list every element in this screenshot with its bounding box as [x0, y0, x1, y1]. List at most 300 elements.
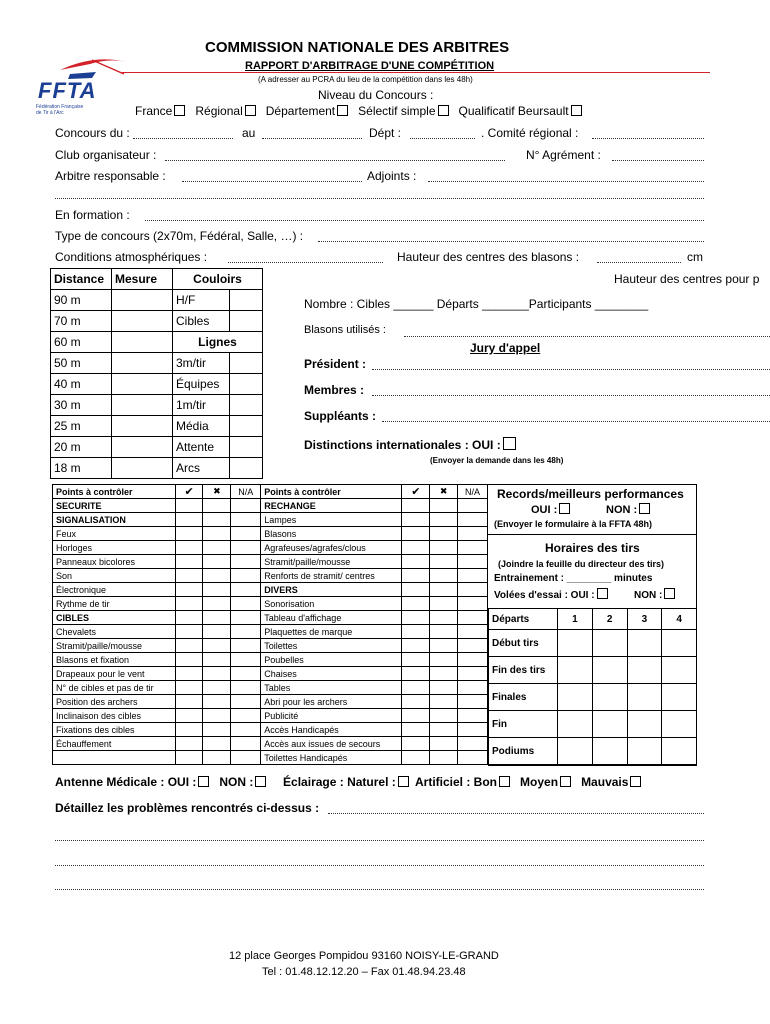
check-icon: ✔ [402, 485, 430, 499]
checklist-checkbox-cell[interactable] [231, 751, 261, 765]
checklist-checkbox-cell[interactable] [458, 723, 488, 737]
couloirs-value[interactable] [229, 290, 262, 311]
horaire-cell[interactable] [662, 711, 697, 738]
logo-subtitle-1: Fédération Française [36, 104, 84, 110]
checklist-checkbox-cell[interactable] [458, 667, 488, 681]
checkbox-icon[interactable] [255, 776, 266, 787]
checklist-checkbox-cell[interactable] [203, 723, 231, 737]
checklist-checkbox-cell[interactable] [175, 597, 203, 611]
horaire-cell[interactable] [558, 657, 593, 684]
checklist-checkbox-cell[interactable] [203, 653, 231, 667]
checklist-checkbox-cell[interactable] [402, 541, 430, 555]
horaire-cell[interactable] [558, 738, 593, 765]
suppleants-label: Suppléants : [304, 409, 377, 423]
adjoints-field[interactable] [428, 171, 704, 182]
checklist-checkbox-cell[interactable] [430, 709, 458, 723]
checklist-row [53, 541, 488, 555]
checklist-checkbox-cell[interactable] [430, 723, 458, 737]
checklist-checkbox-cell[interactable] [203, 555, 231, 569]
president-label: Président : [304, 357, 367, 371]
checklist-checkbox-cell[interactable] [430, 499, 458, 513]
lignes-value[interactable] [229, 416, 262, 437]
checklist-item-label: Accès aux issues de secours [261, 737, 402, 751]
problemes-line-4[interactable] [55, 879, 704, 890]
checklist-checkbox-cell[interactable] [175, 751, 203, 765]
checkbox-icon[interactable] [398, 776, 409, 787]
horaire-cell[interactable] [558, 711, 593, 738]
checklist-checkbox-cell[interactable] [231, 527, 261, 541]
checkbox-icon[interactable] [198, 776, 209, 787]
arbitre-field[interactable] [182, 171, 362, 182]
checkbox-icon[interactable] [503, 437, 516, 450]
conditions-field[interactable] [228, 252, 383, 263]
checklist-item-label: Publicité [261, 709, 402, 723]
distance-cell: 18 m [51, 458, 112, 479]
checklist-checkbox-cell[interactable] [458, 569, 488, 583]
horaire-row-label: Fin des tirs [489, 657, 558, 684]
blasons-label: Blasons utilisés : [304, 324, 386, 336]
checklist-checkbox-cell[interactable] [175, 681, 203, 695]
checklist-checkbox-cell[interactable] [402, 569, 430, 583]
horaire-cell[interactable] [627, 711, 662, 738]
mesure-cell[interactable] [112, 437, 173, 458]
checklist-checkbox-cell[interactable] [458, 681, 488, 695]
hauteur-label: Hauteur des centres des blasons : [397, 250, 580, 264]
checklist-checkbox-cell[interactable] [402, 737, 430, 751]
checklist-item-label: Sonorisation [261, 597, 402, 611]
checklist-row [53, 513, 488, 527]
horaire-cell[interactable] [592, 630, 627, 657]
checklist-item-label: Horloges [53, 541, 176, 555]
checklist-checkbox-cell[interactable] [231, 583, 261, 597]
checklist-checkbox-cell[interactable] [458, 499, 488, 513]
hauteur-field[interactable] [597, 252, 681, 263]
horaire-cell[interactable] [558, 684, 593, 711]
niveau-option-france[interactable]: France [135, 104, 185, 118]
checklist-item-label [53, 751, 176, 765]
checklist-checkbox-cell[interactable] [430, 737, 458, 751]
horaire-cell[interactable] [592, 711, 627, 738]
distance-cell: 60 m [51, 332, 112, 353]
checklist-checkbox-cell[interactable] [458, 653, 488, 667]
checklist-checkbox-cell[interactable] [402, 625, 430, 639]
mesure-cell[interactable] [112, 374, 173, 395]
blasons-field[interactable] [404, 326, 770, 337]
horaire-cell[interactable] [662, 684, 697, 711]
checklist-checkbox-cell[interactable] [175, 667, 203, 681]
records-oui: OUI : [531, 503, 570, 516]
checklist-checkbox-cell[interactable] [402, 527, 430, 541]
type-field[interactable] [318, 231, 704, 242]
checklist-checkbox-cell[interactable] [203, 597, 231, 611]
formation-field[interactable] [145, 210, 704, 221]
checklist-row [53, 625, 488, 639]
horaire-cell[interactable] [592, 657, 627, 684]
checklist-checkbox-cell[interactable] [203, 625, 231, 639]
na-header: N/A [458, 485, 488, 499]
bottom-options: Antenne Médicale : OUI : NON : Éclairage : Naturel : Artificiel : Bon Moyen Mauvais [55, 775, 641, 789]
checklist-checkbox-cell[interactable] [430, 513, 458, 527]
checklist-checkbox-cell[interactable] [231, 541, 261, 555]
cross-icon: ✖ [203, 485, 231, 499]
checklist-item-label: Électronique [53, 583, 176, 597]
checklist-row [53, 709, 488, 723]
checklist-checkbox-cell[interactable] [430, 555, 458, 569]
footer-address: 12 place Georges Pompidou 93160 NOISY-LE-GRAND [229, 950, 499, 962]
checklist-checkbox-cell[interactable] [402, 611, 430, 625]
lignes-header: Lignes [173, 332, 263, 353]
checklist-checkbox-cell[interactable] [231, 555, 261, 569]
checklist-checkbox-cell[interactable] [203, 541, 231, 555]
dept-label: Dépt : [369, 126, 402, 140]
checklist-item-label: CIBLES [53, 611, 176, 625]
checklist-row [53, 751, 488, 765]
checklist-row [53, 555, 488, 569]
nombre-line: Nombre : Cibles ______ Départs _______Participants ________ [304, 297, 649, 311]
checkbox-icon[interactable] [560, 776, 571, 787]
problemes-field[interactable] [328, 803, 704, 814]
checklist-item-label: Feux [53, 527, 176, 541]
horaire-row-label: Finales [489, 684, 558, 711]
checklist-checkbox-cell[interactable] [402, 513, 430, 527]
checklist-checkbox-cell[interactable] [458, 527, 488, 541]
membres-field[interactable] [372, 385, 770, 396]
couloirs-header: Couloirs [173, 269, 263, 290]
checklist-checkbox-cell[interactable] [458, 555, 488, 569]
checklist-checkbox-cell[interactable] [430, 583, 458, 597]
checklist-checkbox-cell[interactable] [175, 737, 203, 751]
checklist-checkbox-cell[interactable] [458, 709, 488, 723]
entrainement-line: Entrainement : ________ minutes [494, 573, 653, 584]
horaire-row-label: Fin [489, 711, 558, 738]
horaire-cell[interactable] [662, 738, 697, 765]
volees-oui: Volées d'essai : OUI : [494, 588, 608, 601]
checklist-checkbox-cell[interactable] [458, 611, 488, 625]
dept-field[interactable] [410, 128, 475, 139]
checklist-checkbox-cell[interactable] [231, 569, 261, 583]
horaire-row-label: Podiums [489, 738, 558, 765]
checkbox-icon[interactable] [630, 776, 641, 787]
cm-label: cm [687, 250, 703, 264]
checklist-checkbox-cell[interactable] [231, 597, 261, 611]
au-field[interactable] [262, 128, 362, 139]
subtitle-rule [120, 72, 710, 73]
checklist-item-label: SECURITE [53, 499, 176, 513]
checklist-checkbox-cell[interactable] [175, 695, 203, 709]
mesure-cell[interactable] [112, 395, 173, 416]
horaire-cell[interactable] [627, 657, 662, 684]
lignes-cell: Attente [173, 437, 230, 458]
cross-icon: ✖ [430, 485, 458, 499]
horaire-cell[interactable] [592, 684, 627, 711]
distinctions-label: Distinctions internationales : OUI : [304, 437, 516, 452]
lignes-cell: Équipes [173, 374, 230, 395]
departs-header: Départs [489, 609, 558, 630]
ffta-logo [32, 52, 127, 120]
horaire-cell[interactable] [662, 657, 697, 684]
checklist-checkbox-cell[interactable] [402, 709, 430, 723]
club-label: Club organisateur : [55, 148, 157, 162]
agrement-label: N° Agrément : [526, 148, 601, 162]
checklist-checkbox-cell[interactable] [203, 681, 231, 695]
niveau-option-regional[interactable]: Régional [195, 104, 255, 118]
depart-4-header: 4 [662, 609, 697, 630]
lignes-value[interactable] [229, 458, 262, 479]
checklist-item-label: Échauffement [53, 737, 176, 751]
distance-cell: 30 m [51, 395, 112, 416]
checklist-checkbox-cell[interactable] [203, 611, 231, 625]
distance-cell: 90 m [51, 290, 112, 311]
checklist-checkbox-cell[interactable] [402, 639, 430, 653]
checklist-checkbox-cell[interactable] [430, 541, 458, 555]
checklist-checkbox-cell[interactable] [430, 625, 458, 639]
checklist-item-label: Drapeaux pour le vent [53, 667, 176, 681]
checklist-item-label: Lampes [261, 513, 402, 527]
checklist-row [53, 583, 488, 597]
checklist-checkbox-cell[interactable] [402, 499, 430, 513]
checklist-item-label: Abri pour les archers [261, 695, 402, 709]
checkbox-icon[interactable] [639, 503, 650, 514]
checklist-checkbox-cell[interactable] [430, 569, 458, 583]
checklist-checkbox-cell[interactable] [231, 653, 261, 667]
checklist-row [53, 681, 488, 695]
checkbox-icon[interactable] [438, 105, 449, 116]
checklist-checkbox-cell[interactable] [175, 527, 203, 541]
mesure-header: Mesure [112, 269, 173, 290]
checklist-checkbox-cell[interactable] [458, 513, 488, 527]
checklist-body [53, 499, 488, 765]
adjoints-label: Adjoints : [367, 169, 417, 183]
logo-subtitle-2: de Tir à l'Arc [36, 110, 64, 116]
couloirs-cell: Cibles [173, 311, 230, 332]
checklist-checkbox-cell[interactable] [430, 681, 458, 695]
checklist-checkbox-cell[interactable] [430, 597, 458, 611]
checklist-item-label: Blasons et fixation [53, 653, 176, 667]
checklist-checkbox-cell[interactable] [175, 569, 203, 583]
checklist-checkbox-cell[interactable] [458, 583, 488, 597]
checklist-checkbox-cell[interactable] [203, 667, 231, 681]
checklist-checkbox-cell[interactable] [402, 723, 430, 737]
checklist-checkbox-cell[interactable] [203, 737, 231, 751]
checklist-checkbox-cell[interactable] [231, 695, 261, 709]
concours-du-field[interactable] [133, 128, 233, 139]
checklist-checkbox-cell[interactable] [175, 639, 203, 653]
checklist-checkbox-cell[interactable] [458, 751, 488, 765]
checklist-checkbox-cell[interactable] [231, 681, 261, 695]
formation-label: En formation : [55, 208, 130, 222]
lignes-value[interactable] [229, 353, 262, 374]
mesure-cell[interactable] [112, 311, 173, 332]
checklist-checkbox-cell[interactable] [402, 555, 430, 569]
lignes-value[interactable] [229, 374, 262, 395]
niveau-option-beursault[interactable]: Qualificatif Beursault [459, 104, 582, 118]
mesure-cell[interactable] [112, 332, 173, 353]
checklist-checkbox-cell[interactable] [430, 695, 458, 709]
president-field[interactable] [372, 359, 770, 370]
checklist-item-label: Toilettes [261, 639, 402, 653]
checklist-checkbox-cell[interactable] [203, 527, 231, 541]
checkbox-icon[interactable] [174, 105, 185, 116]
depart-1-header: 1 [558, 609, 593, 630]
horaire-cell[interactable] [558, 630, 593, 657]
checklist-item-label: Blasons [261, 527, 402, 541]
checklist-checkbox-cell[interactable] [175, 709, 203, 723]
checklist-checkbox-cell[interactable] [203, 583, 231, 597]
jury-title: Jury d'appel [470, 341, 541, 355]
checklist-checkbox-cell[interactable] [458, 625, 488, 639]
horaire-row-label: Début tirs [489, 630, 558, 657]
checklist-checkbox-cell[interactable] [402, 751, 430, 765]
checklist-checkbox-cell[interactable] [203, 639, 231, 653]
checkbox-icon[interactable] [499, 776, 510, 787]
mesure-cell[interactable] [112, 353, 173, 374]
horaires-table [488, 608, 697, 765]
comite-field[interactable] [592, 128, 704, 139]
horaire-cell[interactable] [627, 684, 662, 711]
records-note: (Envoyer le formulaire à la FFTA 48h) [494, 519, 653, 529]
problemes-line-2[interactable] [55, 830, 704, 841]
checkbox-icon[interactable] [571, 105, 582, 116]
problemes-label: Détaillez les problèmes rencontrés ci-dessus : [55, 801, 320, 815]
checklist-checkbox-cell[interactable] [430, 751, 458, 765]
checkbox-icon[interactable] [245, 105, 256, 116]
checklist-checkbox-cell[interactable] [175, 499, 203, 513]
au-label: au [242, 126, 256, 140]
mesure-cell[interactable] [112, 416, 173, 437]
checklist-checkbox-cell[interactable] [231, 625, 261, 639]
checklist-checkbox-cell[interactable] [402, 597, 430, 611]
distance-cell: 70 m [51, 311, 112, 332]
checklist-checkbox-cell[interactable] [203, 695, 231, 709]
couloirs-value[interactable] [229, 311, 262, 332]
checklist-checkbox-cell[interactable] [430, 527, 458, 541]
distance-table [50, 268, 263, 479]
checklist-checkbox-cell[interactable] [203, 569, 231, 583]
checklist-checkbox-cell[interactable] [175, 653, 203, 667]
page-title: COMMISSION NATIONALE DES ARBITRES [205, 39, 510, 56]
checklist-checkbox-cell[interactable] [458, 695, 488, 709]
checklist-item-label: Chevalets [53, 625, 176, 639]
distance-header: Distance [51, 269, 112, 290]
checklist-checkbox-cell[interactable] [430, 611, 458, 625]
checkbox-icon[interactable] [664, 588, 675, 599]
lignes-value[interactable] [229, 437, 262, 458]
checkbox-icon[interactable] [337, 105, 348, 116]
checklist-checkbox-cell[interactable] [231, 611, 261, 625]
horaires-note: (Joindre la feuille du directeur des tirs) [498, 559, 665, 569]
club-field[interactable] [165, 150, 505, 161]
mesure-cell[interactable] [112, 290, 173, 311]
checklist-item-label: Tableau d'affichage [261, 611, 402, 625]
horaire-cell[interactable] [592, 738, 627, 765]
lignes-value[interactable] [229, 395, 262, 416]
checklist-checkbox-cell[interactable] [231, 737, 261, 751]
checklist-checkbox-cell[interactable] [203, 751, 231, 765]
checklist-checkbox-cell[interactable] [175, 723, 203, 737]
depart-2-header: 2 [592, 609, 627, 630]
checklist-item-label: RECHANGE [261, 499, 402, 513]
distance-cell: 20 m [51, 437, 112, 458]
comite-label: . Comité régional : [481, 126, 579, 140]
checklist-item-label: Poubelles [261, 653, 402, 667]
horaire-cell[interactable] [662, 630, 697, 657]
checklist-checkbox-cell[interactable] [430, 639, 458, 653]
depart-3-header: 3 [627, 609, 662, 630]
checklist-checkbox-cell[interactable] [175, 625, 203, 639]
horaire-cell[interactable] [627, 630, 662, 657]
checklist-checkbox-cell[interactable] [430, 653, 458, 667]
niveau-option-departement[interactable]: Département [266, 104, 348, 118]
checklist-item-label: SIGNALISATION [53, 513, 176, 527]
volees-non: NON : [634, 588, 675, 601]
checklist-checkbox-cell[interactable] [458, 639, 488, 653]
checklist-checkbox-cell[interactable] [175, 583, 203, 597]
records-divider [488, 534, 696, 535]
niveau-option-selectif[interactable]: Sélectif simple [358, 104, 448, 118]
checklist-checkbox-cell[interactable] [430, 667, 458, 681]
checklist-item-label: Rythme de tir [53, 597, 176, 611]
agrement-field[interactable] [612, 150, 704, 161]
distance-cell: 40 m [51, 374, 112, 395]
checklist-checkbox-cell[interactable] [231, 723, 261, 737]
checklist-checkbox-cell[interactable] [458, 541, 488, 555]
checklist-checkbox-cell[interactable] [175, 611, 203, 625]
checklist-checkbox-cell[interactable] [175, 541, 203, 555]
hauteur-pour-label: Hauteur des centres pour p [614, 272, 760, 286]
checklist-row [53, 569, 488, 583]
checklist-checkbox-cell[interactable] [231, 513, 261, 527]
checklist-checkbox-cell[interactable] [203, 709, 231, 723]
adjoints-field-2[interactable] [55, 188, 704, 199]
checklist-item-label: Panneaux bicolores [53, 555, 176, 569]
checklist-checkbox-cell[interactable] [175, 513, 203, 527]
checklist-item-label: DIVERS [261, 583, 402, 597]
checklist-checkbox-cell[interactable] [231, 667, 261, 681]
checklist-checkbox-cell[interactable] [175, 555, 203, 569]
checklist-checkbox-cell[interactable] [203, 513, 231, 527]
records-title: Records/meilleurs performances [497, 487, 684, 501]
checklist-item-label: Fixations des cibles [53, 723, 176, 737]
checklist-checkbox-cell[interactable] [458, 737, 488, 751]
checklist-checkbox-cell[interactable] [458, 597, 488, 611]
lignes-cell: 1m/tir [173, 395, 230, 416]
conditions-label: Conditions atmosphériques : [55, 250, 208, 264]
checklist-checkbox-cell[interactable] [402, 681, 430, 695]
checklist-item-label: N° de cibles et pas de tir [53, 681, 176, 695]
checklist-checkbox-cell[interactable] [402, 583, 430, 597]
couloirs-cell: H/F [173, 290, 230, 311]
checklist-row [53, 597, 488, 611]
checklist-checkbox-cell[interactable] [402, 653, 430, 667]
checklist-checkbox-cell[interactable] [231, 709, 261, 723]
checklist-checkbox-cell[interactable] [231, 499, 261, 513]
checklist-checkbox-cell[interactable] [402, 667, 430, 681]
checkbox-icon[interactable] [559, 503, 570, 514]
checkbox-icon[interactable] [597, 588, 608, 599]
suppleants-field[interactable] [382, 411, 770, 422]
checklist-checkbox-cell[interactable] [402, 695, 430, 709]
problemes-line-3[interactable] [55, 855, 704, 866]
checklist-checkbox-cell[interactable] [203, 499, 231, 513]
checklist-item-label: Son [53, 569, 176, 583]
checklist-header-right: Points à contrôler [261, 485, 402, 499]
checklist-item-label: Stramit/paille/mousse [53, 639, 176, 653]
checklist-row [53, 737, 488, 751]
horaire-cell[interactable] [627, 738, 662, 765]
checklist-item-label: Toilettes Handicapés [261, 751, 402, 765]
mesure-cell[interactable] [112, 458, 173, 479]
checklist-checkbox-cell[interactable] [231, 639, 261, 653]
